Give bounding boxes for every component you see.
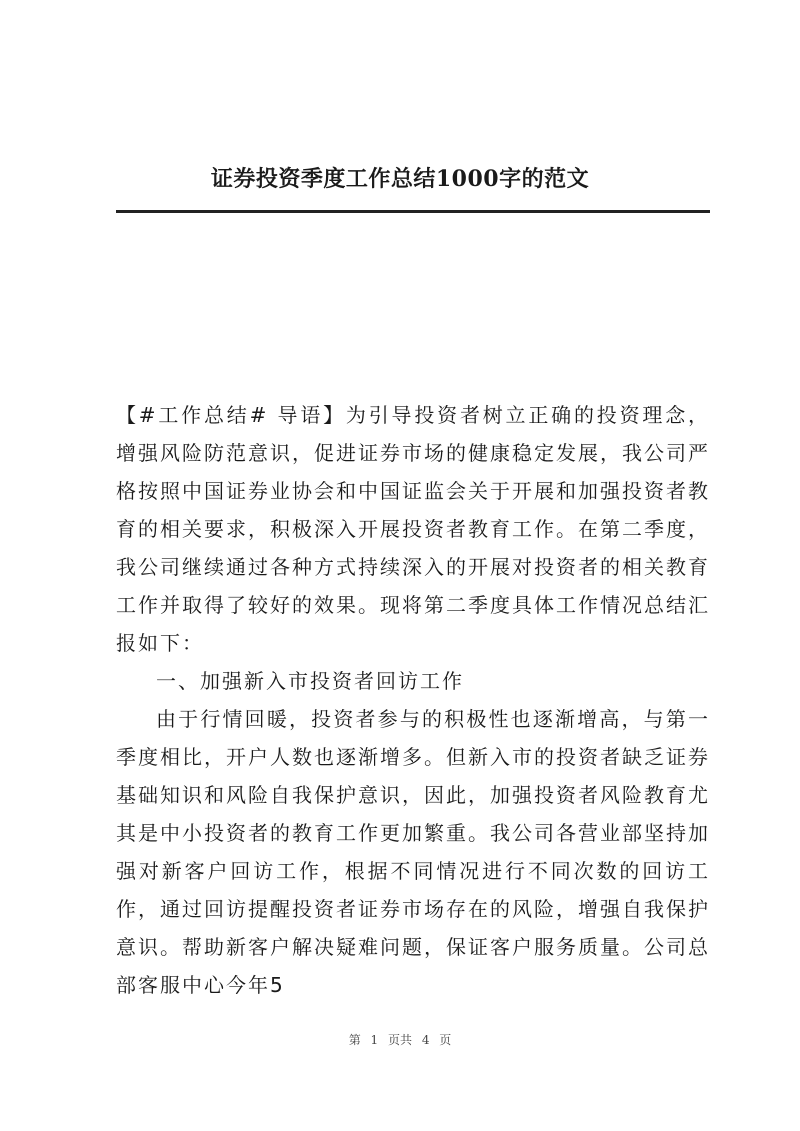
document-body [116,396,710,1004]
section-heading: 一、加强新入市投资者回访工作 [156,669,464,693]
page-number: 第 1 页共 4 页 [348,1033,452,1047]
body-paragraph: 由于行情回暖，投资者参与的积极性也逐渐增高，与第一季度相比，开户人数也逐渐增多。但新入市的投资者缺乏证券基础知识和风险自我保护意识，因此，加强投资者风险教育尤其是中小投资者的教育工作更加繁重。我公司各营业部坚持加强对新客户回访工作，根据不同情况进行不同次数的回访工作，通过回访提醒投资者证券市场存在的风险，增强自我保护意识。帮助新客户解决疑难问题，保证客户服务质量。公司总部客服中心今年5 [116,707,710,997]
title-underline [116,210,710,213]
document-title: 证券投资季度工作总结1000字的范文 [210,166,590,192]
intro-paragraph: 【#工作总结# 导语】为引导投资者树立正确的投资理念，增强风险防范意识，促进证券市场的健康稳定发展，我公司严格按照中国证券业协会和中国证监会关于开展和加强投资者教育的相关要求，积极深入开展投资者教育工作。在第二季度，我公司继续通过各种方式持续深入的开展对投资者的相关教育工作并取得了较好的效果。现将第二季度具体工作情况总结汇报如下： [116,403,710,655]
